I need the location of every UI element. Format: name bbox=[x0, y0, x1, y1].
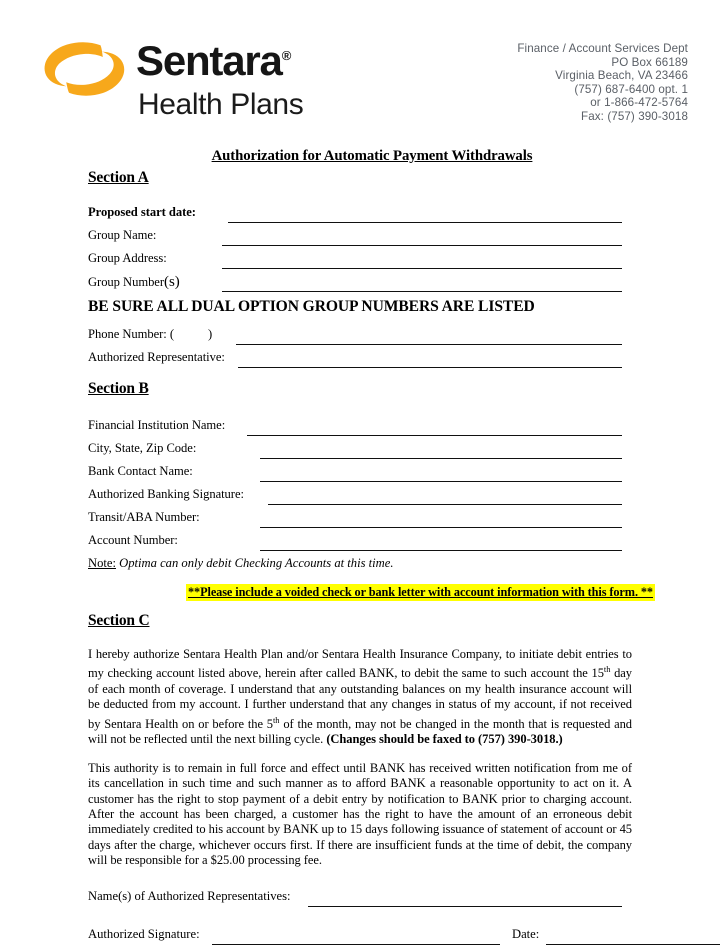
registered-trademark-icon: ® bbox=[281, 48, 292, 63]
field-label: Proposed start date: bbox=[88, 205, 196, 219]
fill-in-line[interactable] bbox=[260, 481, 622, 482]
date-label: Date: bbox=[512, 926, 540, 941]
authorization-paragraph-2: This authority is to remain in full force and effect until BANK has received written notification from me of its cancellation in such time and such manner as to afford BANK a reasonable opportunity to act on it. A customer has the right to stop payment of a debit entry by notification to BANK prior to charging account. After the account has been charged, a customer has the right to have the amount of an erroneous debit immediately credited to his account by BANK up to 15 days following issuance of statement of account or 45 days after the charge, whichever occurs first. If there are insufficient funds at the time of debit, the company will be responsible for a $25.00 processing fee. bbox=[88, 760, 632, 868]
contact-line: Finance / Account Services Dept bbox=[517, 42, 688, 55]
para1-part1: I hereby authorize Sentara Health Plan and/or Sentara Health Insurance Company, to initiate debit entries to my checking account listed above, herein after called BANK, to debit the same to such account the 15 bbox=[88, 647, 632, 681]
sentara-logo bbox=[44, 38, 374, 138]
fill-in-line[interactable] bbox=[268, 504, 622, 505]
dual-option-notice: BE SURE ALL DUAL OPTION GROUP NUMBERS ARE LISTED bbox=[88, 298, 535, 315]
field-label: Account Number: bbox=[88, 533, 178, 547]
fill-in-line[interactable] bbox=[222, 291, 622, 292]
contact-line: Fax: (757) 390-3018 bbox=[581, 109, 688, 123]
field-label: Group Name: bbox=[88, 228, 157, 242]
field-phone-number[interactable] bbox=[88, 325, 720, 348]
sentara-swoosh-icon bbox=[44, 42, 126, 96]
field-names-of-authorized-representatives[interactable] bbox=[88, 887, 720, 913]
logo-subbrand-label: Health Plans bbox=[138, 88, 304, 121]
fill-in-line[interactable] bbox=[222, 268, 622, 269]
fill-in-line[interactable] bbox=[212, 944, 500, 945]
field-label bbox=[88, 327, 212, 342]
field-group-numbers[interactable] bbox=[88, 272, 720, 298]
field-label: Bank Contact Name: bbox=[88, 464, 193, 478]
contact-line: or 1-866-472-5764 bbox=[590, 96, 688, 110]
field-bank-contact-name[interactable] bbox=[88, 462, 720, 485]
field-label: Authorized Banking Signature: bbox=[88, 487, 244, 501]
note-label: Note: bbox=[88, 556, 116, 570]
page-title: Authorization for Automatic Payment Withdrawals bbox=[211, 148, 533, 164]
document-header bbox=[0, 32, 720, 137]
contact-line: Virginia Beach, VA 23466 bbox=[555, 69, 688, 83]
field-transit-aba-number[interactable] bbox=[88, 508, 720, 531]
field-city-state-zip[interactable] bbox=[88, 439, 720, 462]
form-body bbox=[0, 148, 720, 951]
field-account-number[interactable] bbox=[88, 531, 720, 554]
contact-address-block bbox=[517, 42, 688, 124]
field-authorized-signature[interactable] bbox=[88, 925, 720, 951]
section-c-heading: Section C bbox=[88, 612, 150, 629]
para1-sup1: th bbox=[603, 664, 611, 675]
section-a-heading: Section A bbox=[88, 169, 149, 186]
field-label: Authorized Representative: bbox=[88, 350, 225, 364]
date-fill-in-line[interactable] bbox=[546, 944, 720, 945]
logo-brand-text bbox=[136, 37, 292, 84]
fill-in-line[interactable] bbox=[260, 458, 622, 459]
para1-sup2: th bbox=[272, 714, 280, 725]
field-label: Group Address: bbox=[88, 251, 167, 265]
field-group-name[interactable] bbox=[88, 226, 720, 249]
note-text: Optima can only debit Checking Accounts at this time. bbox=[119, 556, 394, 570]
fill-in-line[interactable] bbox=[222, 245, 622, 246]
para1-part3: of the month, may not be changed in the month that is requested and will not be reflected until the next billing cycle. bbox=[88, 716, 632, 747]
checking-accounts-note bbox=[88, 556, 720, 571]
field-label-paren: ) bbox=[208, 327, 213, 341]
para1-part2: day of each month of coverage. I understand that any outstanding balances on my health insurance account will be deducted from my account. I further understand that any changes in status of my account, if not received by Sentara Health on or before the 5 bbox=[88, 666, 633, 731]
authorization-paragraph-1 bbox=[88, 647, 632, 748]
fill-in-line[interactable] bbox=[308, 906, 622, 907]
field-label-suffix: (s) bbox=[164, 274, 180, 290]
field-label bbox=[88, 274, 180, 291]
fill-in-line[interactable] bbox=[247, 435, 622, 436]
field-label: Name(s) of Authorized Representatives: bbox=[88, 888, 291, 903]
field-group-address[interactable] bbox=[88, 249, 720, 272]
field-label: Transit/ABA Number: bbox=[88, 510, 200, 524]
field-authorized-banking-signature[interactable] bbox=[88, 485, 720, 508]
para1-fax-note: (Changes should be faxed to (757) 390-3018.) bbox=[326, 732, 563, 747]
contact-line: (757) 687-6400 opt. 1 bbox=[574, 82, 688, 96]
section-b-heading: Section B bbox=[88, 380, 149, 397]
field-label-main: Group Number bbox=[88, 275, 164, 289]
fill-in-line[interactable] bbox=[236, 344, 622, 345]
field-label: City, State, Zip Code: bbox=[88, 441, 197, 455]
fill-in-line[interactable] bbox=[260, 550, 622, 551]
fill-in-line[interactable] bbox=[260, 527, 622, 528]
logo-brand-label: Sentara bbox=[136, 37, 282, 84]
field-financial-institution-name[interactable] bbox=[88, 416, 720, 439]
field-authorized-representative[interactable] bbox=[88, 348, 720, 371]
fill-in-line[interactable] bbox=[228, 222, 622, 223]
voided-check-highlight-notice: **Please include a voided check or bank letter with account information with this form. ** bbox=[188, 585, 653, 599]
field-label-main: Phone Number: ( bbox=[88, 327, 174, 341]
contact-line: PO Box 66189 bbox=[611, 55, 688, 69]
field-proposed-start-date[interactable] bbox=[88, 203, 720, 226]
field-label: Authorized Signature: bbox=[88, 926, 200, 941]
field-label: Financial Institution Name: bbox=[88, 418, 226, 432]
fill-in-line[interactable] bbox=[238, 367, 622, 368]
